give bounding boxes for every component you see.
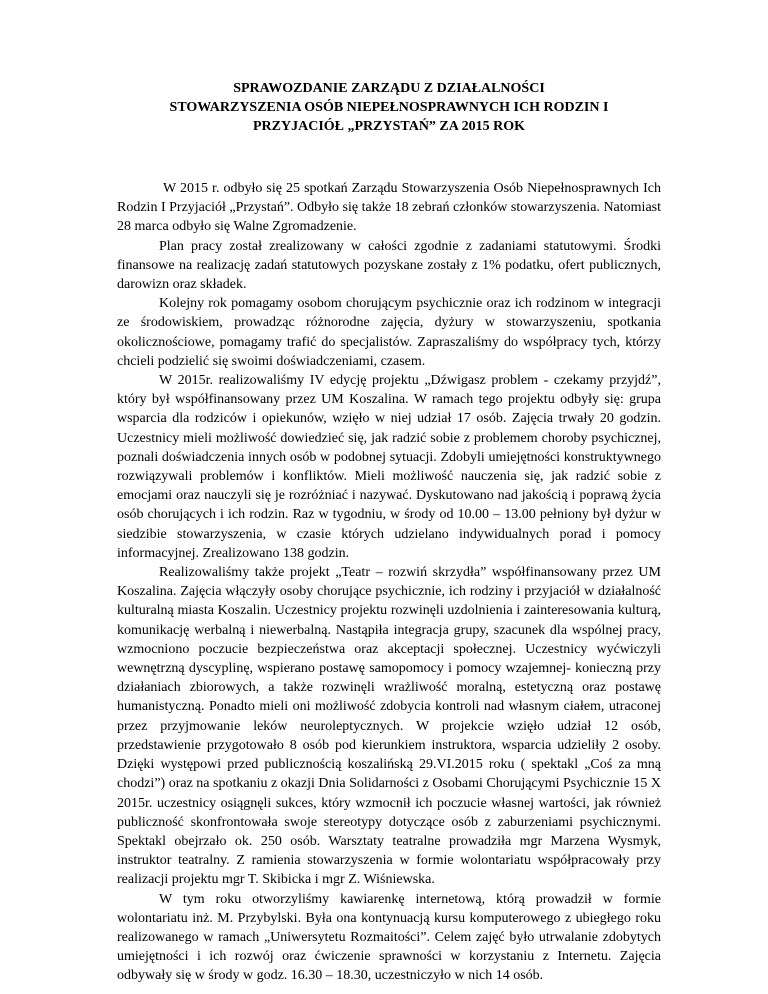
paragraph-internet-cafe: W tym roku otworzyliśmy kawiarenkę internetową, którą prowadził w formie wolontariatu inż. M. Przybylski. Była ona kontynuacją kursu komputerowego z ubiegłego roku realizowanego w ramach „Uniwersytetu Rozmaitości”. Celem zajęć było utrwalanie zdobytych umiejętności i ich rozwój oraz ćwiczenie sprawności w korzystaniu z Internetu. Zajęcia odbywały się w środy w godz. 16.30 – 18.30, uczestniczyło w nich 14 osób.: [117, 891, 661, 984]
paragraph-meetings: W 2015 r. odbyło się 25 spotkań Zarządu Stowarzyszenia Osób Niepełnosprawnych Ich Rodzin I Przyjaciół „Przystań”. Odbyło się także 18 zebrań członków stowarzyszenia. Natomiast 28 marca odbyło się Walne Zgromadzenie.: [117, 181, 661, 235]
paragraph-plan: Plan pracy został zrealizowany w całości zgodnie z zadaniami statutowymi. Środki finansowe na realizację zadań statutowych pozyskane zostały z 1% podatku, ofert publicznych, darowizn oraz składek.: [117, 238, 661, 293]
title-line-3: PRZYJACIÓŁ „PRZYSTAŃ” ZA 2015 ROK: [253, 119, 525, 134]
paragraph-project-dzwigasz: W 2015r. realizowaliśmy IV edycję projektu „Dźwigasz problem - czekamy przyjdź”, który był współfinansowany przez UM Koszalina. W ramach tego projektu odbyły się: grupa wsparcia dla rodziców i opiekunów, wzięło w niej udział 17 osób. Zajęcia trwały 20 godzin. Uczestnicy mieli możliwość dowiedzieć się, jak radzić sobie z problemem choroby psychicznej, poznali doświadczenia innych osób w podobnej sytuacji. Zdobyli umiejętności konstruktywnego rozwiązywali problemów i konfliktów. Mieli możliwość nauczenia się, jak radzić sobie z emocjami oraz nauczyli się je rozróżniać i nazywać. Dyskutowano nad jakością i poprawą życia osób chorujących i ich rodzin. Raz w tygodniu, w środy od 10.00 – 13.00 pełniony był dyżur w siedzibie stowarzyszenia, w czasie których udzielano indywidualnych porad i pomocy informacyjnej. Zrealizowano 138 godzin.: [117, 373, 661, 561]
paragraph-support: Kolejny rok pomagamy osobom chorującym psychicznie oraz ich rodzinom w integracji ze środowiskiem, prowadząc różnorodne zajęcia, dyżury w stowarzyszeniu, spotkania okolicznościowe, pomagamy trafić do specjalistów. Zapraszaliśmy do współpracy tych, którzy chcieli podzielić się swoimi doświadczeniami, czasem.: [117, 296, 661, 369]
document-body: [117, 179, 661, 986]
title-line-2: STOWARZYSZENIA OSÓB NIEPEŁNOSPRAWNYCH ICH RODZIN I: [169, 100, 609, 115]
title-line-1: SPRAWOZDANIE ZARZĄDU Z DZIAŁALNOŚCI: [233, 81, 545, 96]
document-title: [117, 79, 661, 136]
paragraph-project-teatr: Realizowaliśmy także projekt „Teatr – rozwiń skrzydła” współfinansowany przez UM Koszalina. Zajęcia włączyły osoby chorujące psychicznie, ich rodziny i przyjaciół w działalność kulturalną miasta Koszalin. Uczestnicy projektu rozwinęli uzdolnienia i zainteresowania kulturą, komunikację werbalną i niewerbalną. Nastąpiła integracja grupy, szacunek dla wspólnej pracy, wzmocniono poczucie bezpieczeństwa oraz akceptacji społecznej. Uczestnicy wyćwiczyli wewnętrzną dyscyplinę, wspierano postawę samopomocy i pomocy wzajemnej- konieczną przy działaniach zbiorowych, a także rozwinęli wrażliwość moralną, estetyczną oraz postawę humanistyczną. Ponadto mieli oni możliwość zdobycia kontroli nad własnym ciałem, utraconej przez przyjmowanie leków neuroleptycznych. W projekcie wzięło udział 12 osób, przedstawienie przygotowało 8 osób pod kierunkiem instruktora, wsparcia udzieliły 2 osoby. Dzięki występowi przed publicznością koszalińską 29.VI.2015 roku ( spektakl „Coś za mną chodzi”) oraz na spotkaniu z okazji Dnia Solidarności z Osobami Chorującymi Psychicznie 15 X 2015r. uczestnicy osiągnęli sukces, który wzmocnił ich poczucie własnej wartości, jak również publiczność skonfrontowała swoje stereotypy dotyczące osób z zaburzeniami psychicznymi. Spektakl obejrzało ok. 250 osób. Warsztaty teatralne prowadziła mgr Marzena Wysmyk, instruktor teatralny. Z ramienia stowarzyszenia w formie wolontariatu współpracowały przy realizacji projektu mgr T. Skibicka i mgr Z. Wiśniewska.: [117, 565, 661, 888]
